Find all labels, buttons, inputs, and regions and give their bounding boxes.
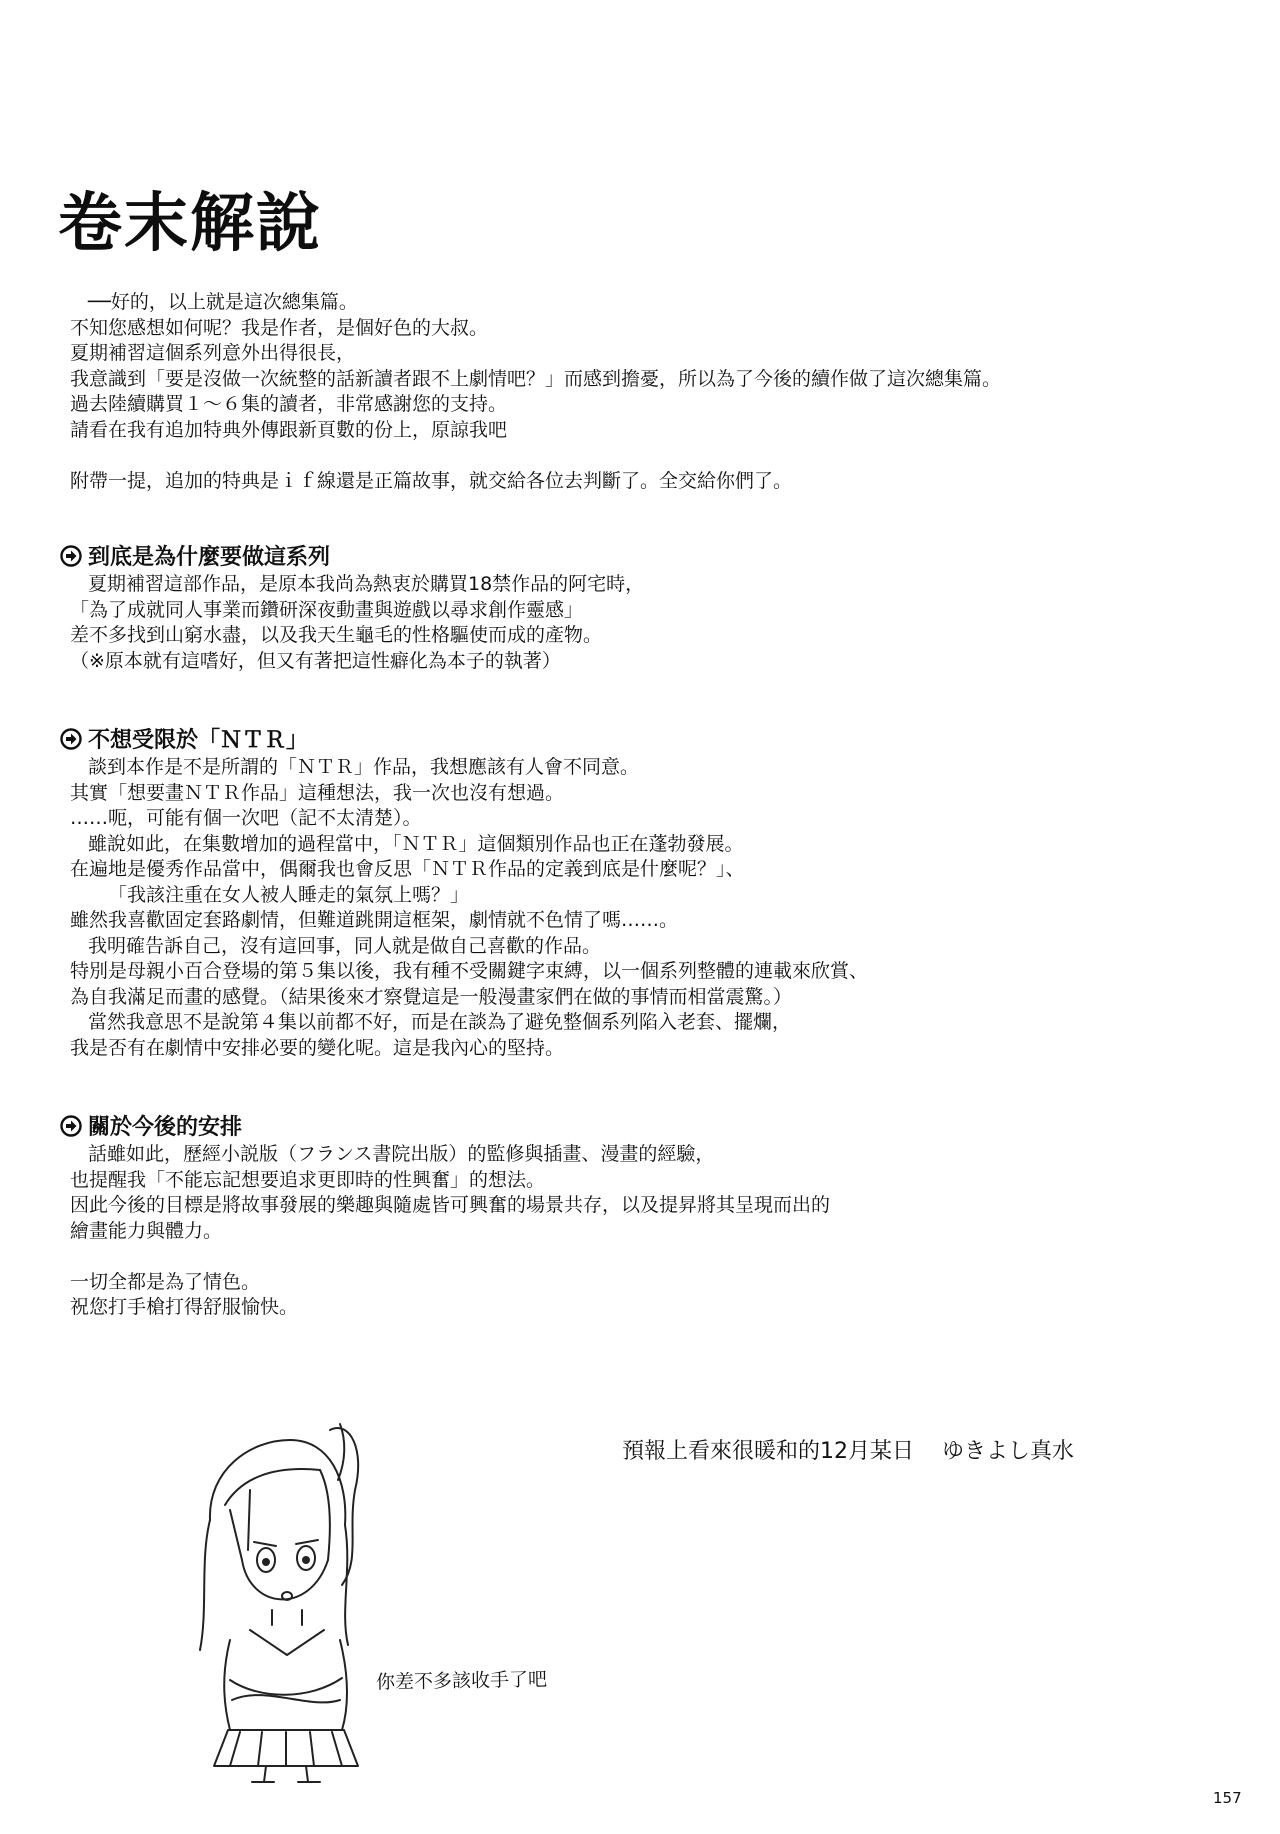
arrow-circle-icon <box>60 728 82 750</box>
section-heading <box>60 1110 242 1141</box>
body-line: 特別是母親小百合登場的第５集以後，我有種不受關鍵字束縛，以一個系列整體的連載來欣賞、 <box>70 960 869 982</box>
section-heading-text: 不想受限於「ＮＴＲ」 <box>88 727 309 753</box>
intro-line <box>70 443 1001 469</box>
body-line: 「我該注重在女人被人睡走的氣氛上嗎？」 <box>108 883 470 906</box>
section-body <box>70 1142 830 1321</box>
intro-line: 過去陸續購買１～６集的讀者，非常感謝您的支持。 <box>70 393 508 415</box>
body-line: 其實「想要畫ＮＴＲ作品」這種想法，我一次也沒有想過。 <box>70 781 565 804</box>
page-number: 157 <box>1213 1789 1242 1807</box>
body-line: 因此今後的目標是將故事發展的樂趣與隨處皆可興奮的場景共存，以及提昇將其呈現而出的 <box>70 1194 831 1216</box>
body-line: 為自我滿足而畫的感覺。（結果後來才察覺這是一般漫畫家們在做的事情而相當震驚。） <box>70 985 793 1008</box>
section-heading-text: 到底是為什麼要做這系列 <box>88 544 331 570</box>
body-line: 夏期補習這部作品，是原本我尚為熱衷於購買18禁作品的阿宅時， <box>88 573 645 595</box>
section-heading <box>60 540 330 571</box>
body-line: 當然我意思不是說第４集以前都不好，而是在談為了避免整個系列陷入老套、擺爛， <box>88 1011 792 1033</box>
chibi-girl-illustration <box>170 1410 370 1790</box>
intro-line: 請看在我有追加特典外傳跟新頁數的份上，原諒我吧 <box>70 418 508 441</box>
body-line: 談到本作是不是所謂的「ＮＴＲ」作品，我想應該有人會不同意。 <box>88 756 640 778</box>
body-line: 一切全都是為了情色。 <box>70 1270 261 1293</box>
body-line: 我明確告訴自己，沒有這回事，同人就是做自己喜歡的作品。 <box>88 934 602 957</box>
signature-author: ゆきよし真水 <box>942 1439 1075 1464</box>
intro-line: ──好的，以上就是這次總集篇。 <box>88 291 358 313</box>
signature <box>622 1434 1074 1465</box>
body-line: 繪畫能力與體力。 <box>70 1219 223 1242</box>
intro-line: 附帶一提，追加的特典是ｉｆ線還是正篇故事，就交給各位去判斷了。全交給你們了。 <box>70 469 793 492</box>
body-line: 雖然我喜歡固定套路劇情，但難道跳開這框架，劇情就不色情了嗎……。 <box>70 909 679 931</box>
signature-date: 預報上看來很暖和的12月某日 <box>622 1439 914 1464</box>
body-line: 話雖如此，歷經小説版（フランス書院出版）的監修與插畫、漫畫的經驗， <box>88 1143 715 1165</box>
section-heading-text: 關於今後的安排 <box>88 1114 243 1140</box>
intro-block <box>70 290 1001 494</box>
body-line: 「為了成就同人事業而鑽研深夜動畫與遊戲以尋求創作靈感」 <box>70 598 584 621</box>
page-title: 卷末解說 <box>58 186 322 261</box>
body-line <box>70 1244 830 1270</box>
body-line: 祝您打手槍打得舒服愉快。 <box>70 1296 299 1318</box>
body-line: 也提醒我「不能忘記想要追求更即時的性興奮」的想法。 <box>70 1168 546 1191</box>
arrow-circle-icon <box>60 1115 82 1137</box>
body-line: ……呃，可能有個一次吧（記不太清楚）。 <box>70 807 422 829</box>
section-body <box>70 755 868 1061</box>
intro-line: 夏期補習這個系列意外出得很長， <box>70 342 356 364</box>
body-line: 在遍地是優秀作品當中，偶爾我也會反思「ＮＴＲ作品的定義到底是什麼呢？」、 <box>70 858 745 880</box>
speech-bubble-text: 你差不多該收手了吧 <box>375 1668 548 1694</box>
body-line: 雖說如此，在集數增加的過程當中，「ＮＴＲ」這個類別作品也正在蓬勃發展。 <box>88 832 744 855</box>
section-heading <box>60 723 308 754</box>
arrow-circle-icon <box>60 545 82 567</box>
body-line: 差不多找到山窮水盡，以及我天生龜毛的性格驅使而成的產物。 <box>70 624 603 646</box>
body-line: 我是否有在劇情中安排必要的變化呢。這是我內心的堅持。 <box>70 1036 565 1059</box>
intro-line: 我意識到「要是沒做一次統整的話新讀者跟不上劇情吧？」而感到擔憂，所以為了今後的續作做了這次總集篇。 <box>70 367 1002 390</box>
section-body <box>70 572 644 674</box>
body-line: （※原本就有這嗜好，但又有著把這性癖化為本子的執著） <box>70 649 561 672</box>
intro-line: 不知您感想如何呢？我是作者，是個好色的大叔。 <box>70 316 489 339</box>
